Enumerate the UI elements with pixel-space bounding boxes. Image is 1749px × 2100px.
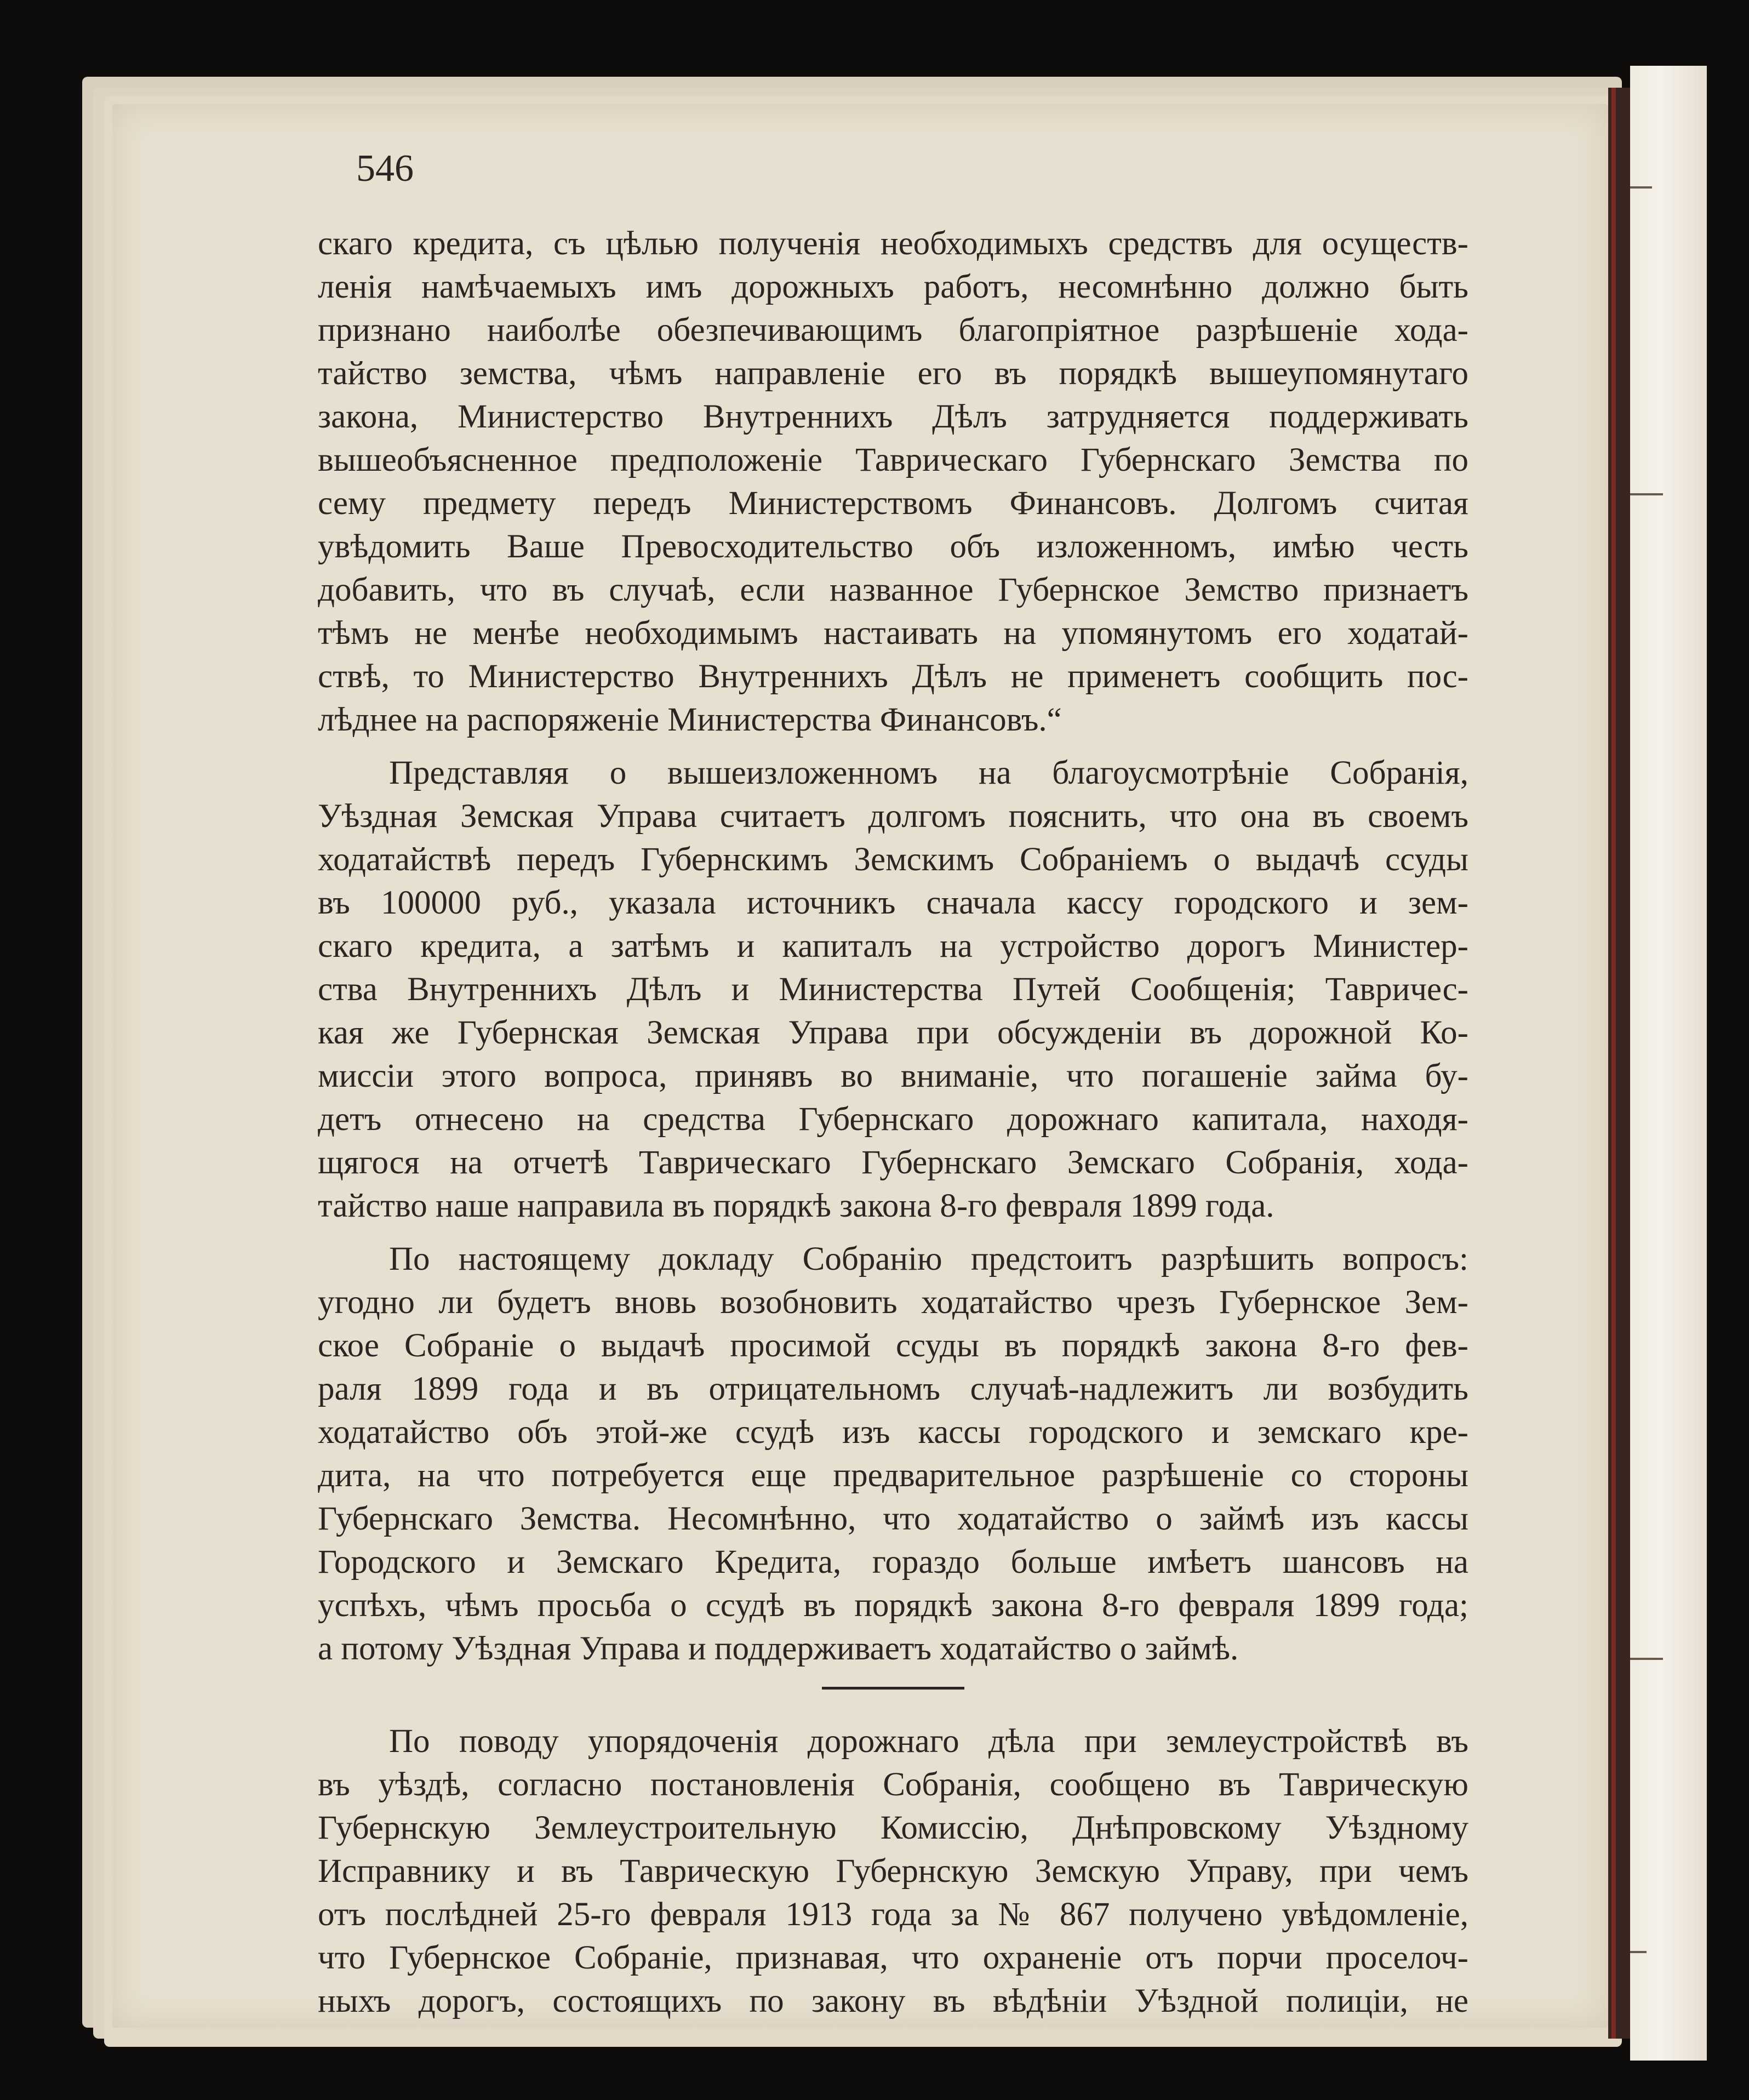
paragraph-2	[318, 751, 1468, 1228]
paragraph-4	[318, 1720, 1468, 2023]
paragraph-3	[318, 1237, 1468, 1670]
text-line: миссіи этого вопроса, принявъ во вниманіе, что погашеніе займа бу-	[318, 1058, 1468, 1094]
text-line: ленія намѣчаемыхъ имъ дорожныхъ работъ, несомнѣнно должно быть	[318, 269, 1468, 305]
text-line: По настоящему докладу Собранію предстоитъ разрѣшить вопросъ:	[389, 1241, 1468, 1277]
text-line: По поводу упорядоченія дорожнаго дѣла при землеустройствѣ въ	[389, 1723, 1468, 1760]
text-line: что Губернское Собраніе, признавая, что охраненіе отъ порчи проселоч-	[318, 1939, 1468, 1976]
section-divider	[822, 1687, 964, 1690]
text-line: кая же Губернская Земская Управа при обсужденіи въ дорожной Ко-	[318, 1014, 1468, 1051]
text-line: ства Внутреннихъ Дѣлъ и Министерства Путей Сообщенія; Тавричес-	[318, 971, 1468, 1008]
binding-strip	[1608, 88, 1630, 2039]
text-line: ское Собраніе о выдачѣ просимой ссуды въ порядкѣ закона 8-го фев-	[318, 1327, 1468, 1364]
text-line: лѣднее на распоряженіе Министерства Финансовъ.“	[318, 701, 1062, 738]
text-line: успѣхъ, чѣмъ просьба о ссудѣ въ порядкѣ закона 8-го февраля 1899 года;	[318, 1587, 1468, 1624]
text-line: щягося на отчетѣ Таврическаго Губернскаго Земскаго Собранія, хода-	[318, 1144, 1468, 1181]
text-line: скаго кредита, съ цѣлью полученія необходимыхъ средствъ для осуществ-	[318, 225, 1468, 262]
text-line: признано наиболѣе обезпечивающимъ благопріятное разрѣшеніе хода-	[318, 312, 1468, 349]
text-line: а потому Уѣздная Управа и поддерживаетъ ходатайство о займѣ.	[318, 1630, 1239, 1667]
text-line: сему предмету передъ Министерствомъ Финансовъ. Долгомъ считая	[318, 485, 1468, 522]
text-line: ходатайствѣ передъ Губернскимъ Земскимъ Собраніемъ о выдачѣ ссуды	[318, 841, 1468, 878]
text-line: тайство земства, чѣмъ направленіе его въ порядкѣ вышеупомянутаго	[318, 355, 1468, 392]
text-line: тайство наше направила въ порядкѣ закона 8-го февраля 1899 года.	[318, 1188, 1274, 1224]
text-line: скаго кредита, а затѣмъ и капиталъ на устройство дорогъ Министер-	[318, 928, 1468, 965]
text-line: Городского и Земскаго Кредита, гораздо больше имѣетъ шансовъ на	[318, 1544, 1468, 1580]
page-tab-mark	[1630, 1658, 1663, 1660]
page-tab-mark	[1630, 493, 1663, 495]
paragraph-1	[318, 222, 1468, 741]
text-line: въ уѣздѣ, согласно постановленія Собранія, сообщено въ Таврическую	[318, 1766, 1468, 1803]
page-body	[318, 222, 1468, 2023]
text-line: Представляя о вышеизложенномъ на благоусмотрѣніе Собранія,	[389, 755, 1468, 791]
page-number: 546	[356, 147, 414, 190]
text-line: Исправнику и въ Таврическую Губернскую Земскую Управу, при чемъ	[318, 1853, 1468, 1890]
paragraph-gap	[318, 1228, 1468, 1237]
text-line: Уѣздная Земская Управа считаетъ долгомъ пояснить, что она въ своемъ	[318, 798, 1468, 835]
text-line: ходатайство объ этой-же ссудѣ изъ кассы городского и земскаго кре-	[318, 1414, 1468, 1451]
text-line: угодно ли будетъ вновь возобновить ходатайство чрезъ Губернское Зем-	[318, 1284, 1468, 1321]
text-line: въ 100000 руб., указала источникъ сначала кассу городского и зем-	[318, 884, 1468, 921]
text-line: вышеобъясненное предположеніе Таврическаго Губернскаго Земства по	[318, 442, 1468, 478]
text-line: увѣдомить Ваше Превосходительство объ изложенномъ, имѣю честь	[318, 528, 1468, 565]
text-line: детъ отнесено на средства Губернскаго дорожнаго капитала, находя-	[318, 1101, 1468, 1138]
page-tab-mark	[1630, 186, 1652, 189]
text-line: отъ послѣдней 25-го февраля 1913 года за № 867 получено увѣдомленіе,	[318, 1896, 1468, 1933]
text-line: тѣмъ не менѣе необходимымъ настаивать на упомянутомъ его ходатай-	[318, 615, 1468, 652]
text-line: ствѣ, то Министерство Внутреннихъ Дѣлъ не применетъ сообщить пос-	[318, 658, 1468, 695]
text-line: добавить, что въ случаѣ, если названное Губернское Земство признаетъ	[318, 572, 1468, 608]
text-line: ныхъ дорогъ, состоящихъ по закону въ вѣдѣніи Уѣздной полиціи, не	[318, 1983, 1468, 2019]
text-line: Губернскую Землеустроительную Комиссію, Днѣпровскому Уѣздному	[318, 1810, 1468, 1846]
text-line: раля 1899 года и въ отрицательномъ случаѣ-надлежитъ ли возбудить	[318, 1371, 1468, 1407]
text-line: дита, на что потребуется еще предварительное разрѣшеніе со стороны	[318, 1457, 1468, 1494]
facing-page-edge	[1630, 66, 1707, 2061]
paragraph-gap	[318, 741, 1468, 751]
text-line: закона, Министерство Внутреннихъ Дѣлъ затрудняется поддерживать	[318, 398, 1468, 435]
page-tab-mark	[1630, 1951, 1647, 1953]
text-line: Губернскаго Земства. Несомнѣнно, что ходатайство о займѣ изъ кассы	[318, 1500, 1468, 1537]
